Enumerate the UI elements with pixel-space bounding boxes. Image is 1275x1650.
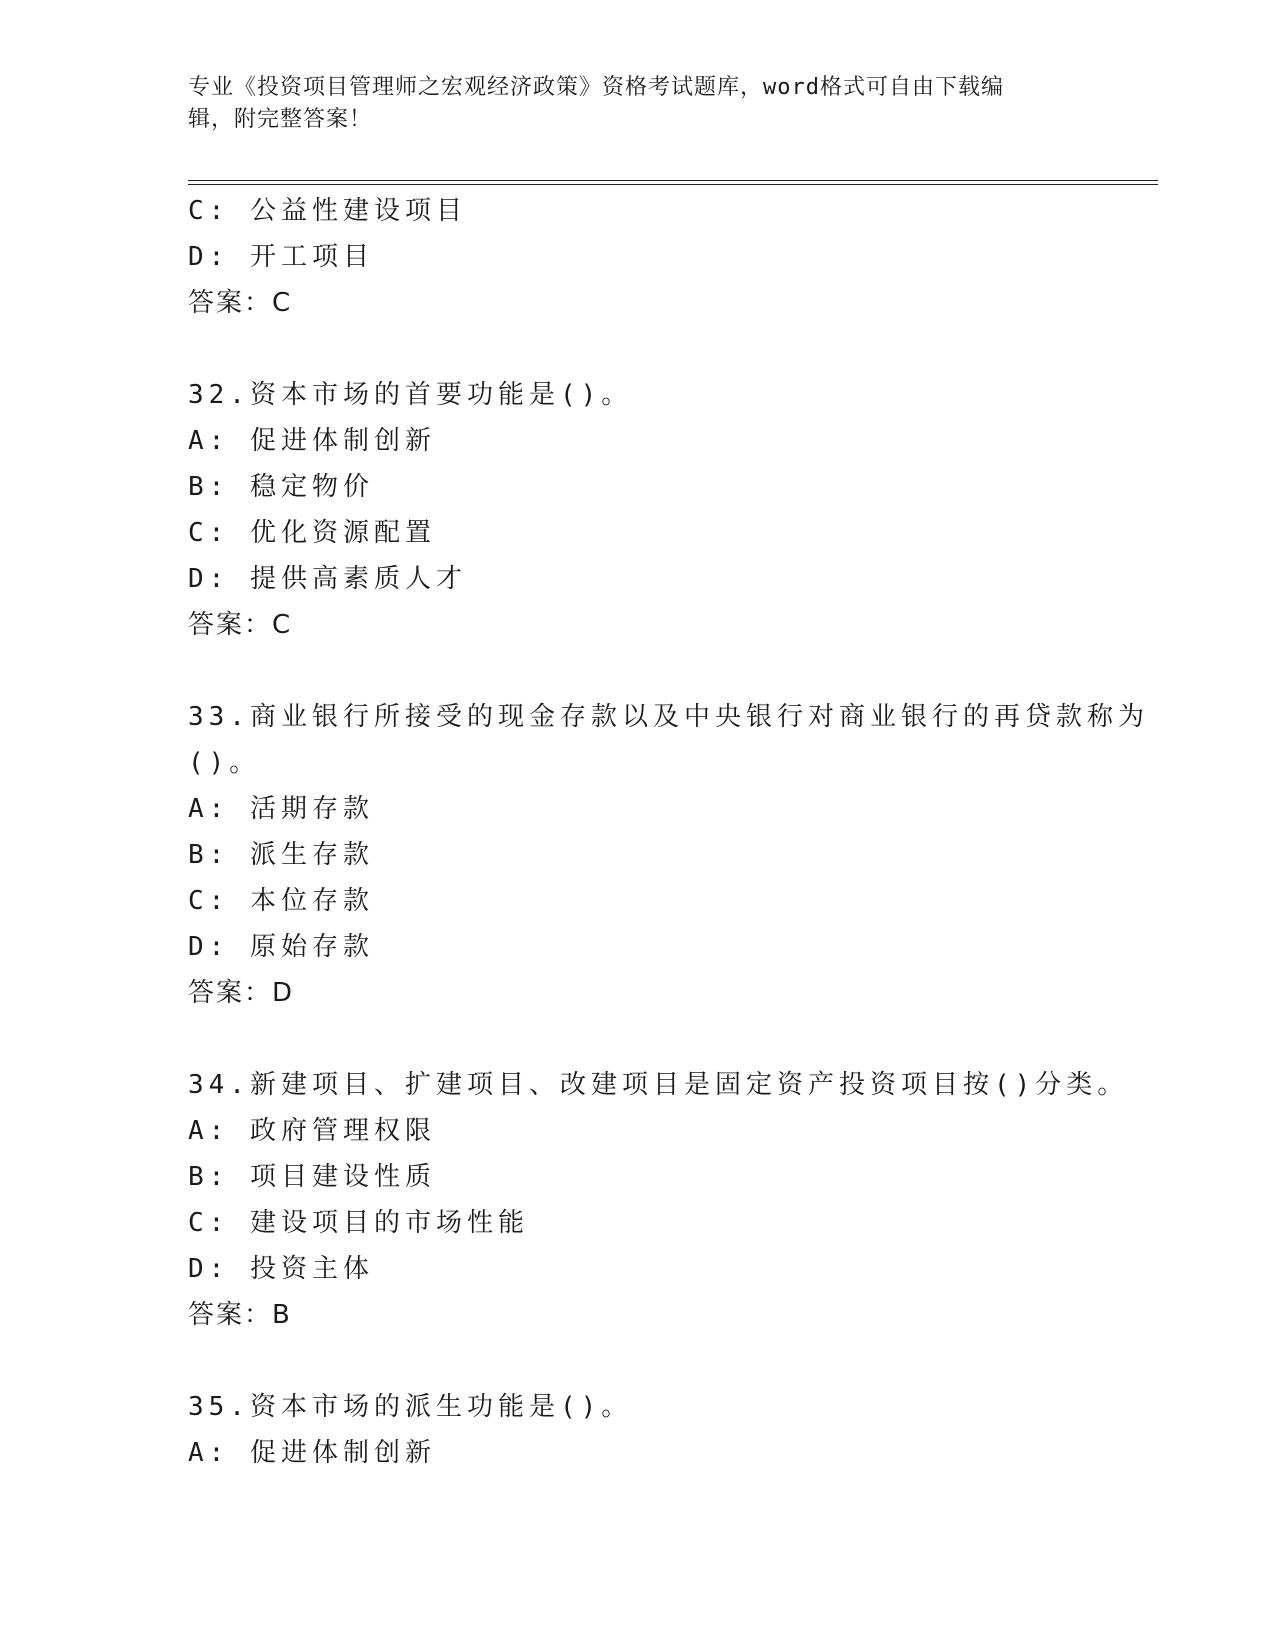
question-32 xyxy=(188,372,1088,648)
answer: 答案：B xyxy=(188,1300,292,1330)
option-a: A: 活期存款 xyxy=(188,794,374,824)
question-stem: 34.新建项目、扩建项目、改建项目是固定资产投资项目按()分类。 xyxy=(188,1070,1129,1100)
option-b: B: 项目建设性质 xyxy=(188,1162,436,1192)
option-c: C: 本位存款 xyxy=(188,886,374,916)
question-stem: 32.资本市场的首要功能是()。 xyxy=(188,380,633,410)
header-line-1: 专业《投资项目管理师之宏观经济政策》资格考试题库，word格式可自由下载编 xyxy=(188,75,1004,100)
question-34 xyxy=(188,1062,1129,1338)
question-stem: 35.资本市场的派生功能是()。 xyxy=(188,1392,633,1422)
answer: 答案：C xyxy=(188,610,293,640)
answer: 答案：C xyxy=(188,288,293,318)
option-d: D: 提供高素质人才 xyxy=(188,564,467,594)
spacer xyxy=(188,648,1088,694)
question-35 xyxy=(188,1384,1088,1476)
option-a: A: 促进体制创新 xyxy=(188,1438,436,1468)
option-d: D: 开工项目 xyxy=(188,242,374,272)
option-b: B: 稳定物价 xyxy=(188,472,374,502)
header-line-2: 辑，附完整答案！ xyxy=(188,107,373,132)
spacer xyxy=(188,326,1088,372)
question-stem-continued: ()。 xyxy=(188,748,261,778)
option-c: C: 公益性建设项目 xyxy=(188,196,467,226)
answer: 答案：D xyxy=(188,978,295,1008)
option-c: C: 优化资源配置 xyxy=(188,518,436,548)
option-b: B: 派生存款 xyxy=(188,840,374,870)
continued-question xyxy=(188,188,1088,326)
spacer xyxy=(188,1016,1088,1062)
option-d: D: 原始存款 xyxy=(188,932,374,962)
option-a: A: 促进体制创新 xyxy=(188,426,436,456)
question-list xyxy=(188,188,1149,1476)
option-c: C: 建设项目的市场性能 xyxy=(188,1208,529,1238)
option-a: A: 政府管理权限 xyxy=(188,1116,436,1146)
question-33 xyxy=(188,694,1149,1016)
page-header xyxy=(188,72,1068,136)
spacer xyxy=(188,1338,1088,1384)
header-double-rule xyxy=(188,180,1158,185)
question-stem: 33.商业银行所接受的现金存款以及中央银行对商业银行的再贷款称为 xyxy=(188,702,1149,732)
option-d: D: 投资主体 xyxy=(188,1254,374,1284)
